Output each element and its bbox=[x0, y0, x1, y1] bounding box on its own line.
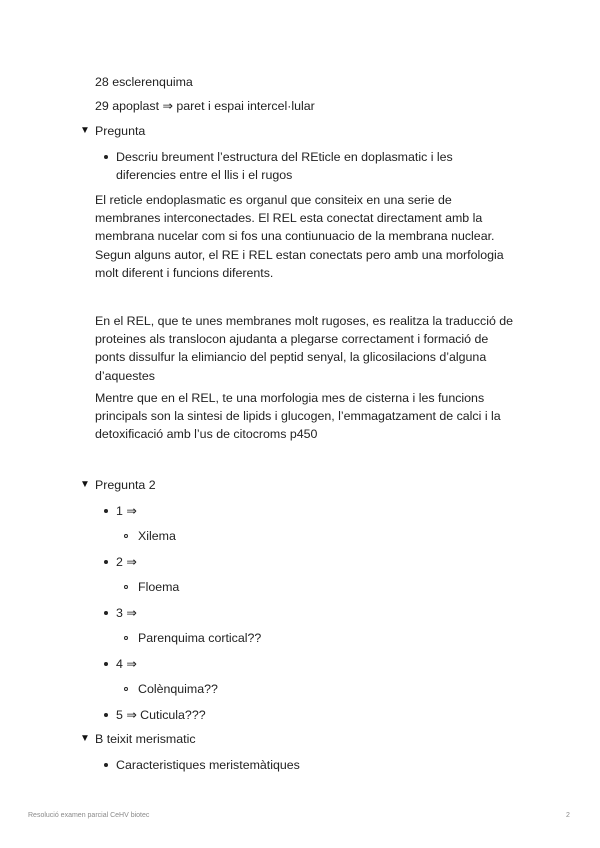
list-item: Caracteristiques meristemàtiques bbox=[116, 758, 300, 772]
bullet-icon bbox=[104, 763, 108, 767]
answer-paragraph-3 bbox=[95, 389, 501, 444]
sub-bullet-icon bbox=[124, 687, 128, 691]
bullet-icon bbox=[104, 713, 108, 717]
paragraph-line: membrana nucelar com si fos una contiunuacio de la membrana nuclear. bbox=[95, 229, 495, 244]
sub-bullet-icon bbox=[124, 534, 128, 538]
note-line-28: 28 esclerenquima bbox=[95, 75, 193, 89]
bullet-icon bbox=[104, 155, 108, 159]
paragraph-line: d’aquestes bbox=[95, 368, 155, 383]
sub-bullet-icon bbox=[124, 636, 128, 640]
paragraph-line: Segun alguns autor, el RE i REL estan conectats pero amb una morfologia bbox=[95, 247, 504, 262]
toggle-title: B teixit merismatic bbox=[95, 732, 196, 746]
list-item: 4 ⇒ bbox=[116, 657, 137, 671]
bullet-icon bbox=[104, 662, 108, 666]
toggle-arrow-icon[interactable]: ▼ bbox=[80, 125, 90, 136]
bullet-icon bbox=[104, 560, 108, 564]
paragraph-line: El reticle endoplasmatic es organul que consiteix en una serie de bbox=[95, 193, 452, 207]
list-item: 1 ⇒ bbox=[116, 504, 137, 518]
paragraph-line: principals son la sintesi de lipids i glucogen, l’emmagatzament de calci i la bbox=[95, 409, 501, 424]
page-number: 2 bbox=[566, 812, 570, 819]
bullet-icon bbox=[104, 611, 108, 615]
paragraph-line: En el REL, que te unes membranes molt rugoses, es realitza la traducció de bbox=[95, 314, 514, 328]
sub-bullet-icon bbox=[124, 585, 128, 589]
question-line-1: Descriu breument l’estructura del REticle en doplasmatic i les bbox=[116, 150, 453, 164]
sub-list-item: Xilema bbox=[138, 529, 176, 543]
paragraph-line: Mentre que en el REL, te una morfologia mes de cisterna i les funcions bbox=[95, 391, 485, 405]
list-item: 5 ⇒ Cuticula??? bbox=[116, 708, 206, 722]
toggle-arrow-icon[interactable]: ▼ bbox=[80, 479, 90, 490]
paragraph-line: molt diferent i funcions diferents. bbox=[95, 265, 274, 280]
bullet-icon bbox=[104, 509, 108, 513]
sub-list-item: Colènquima?? bbox=[138, 682, 218, 696]
paragraph-line: membranes interconectades. El REL esta conectat directament amb la bbox=[95, 211, 483, 226]
toggle-arrow-icon[interactable]: ▼ bbox=[80, 733, 90, 744]
question-line-2: diferencies entre el llis i el rugos bbox=[116, 168, 293, 182]
sub-list-item: Floema bbox=[138, 580, 180, 594]
answer-paragraph-1 bbox=[95, 191, 504, 282]
list-item: 2 ⇒ bbox=[116, 555, 137, 569]
footer-document-title: Resolució examen parcial CeHV biotec bbox=[28, 812, 150, 819]
toggle-title: Pregunta 2 bbox=[95, 478, 156, 492]
paragraph-line: proteines als translocon ajudanta a plegarse correctament i formació de bbox=[95, 332, 489, 347]
paragraph-line: ponts dissulfur la elimiancio del peptid senyal, la glicosilacions d’alguna bbox=[95, 350, 487, 365]
note-line-29: 29 apoplast ⇒ paret i espai intercel·lular bbox=[95, 99, 315, 113]
list-item: 3 ⇒ bbox=[116, 606, 137, 620]
paragraph-line: detoxificació amb l’us de citocroms p450 bbox=[95, 427, 318, 442]
answer-paragraph-2 bbox=[95, 312, 513, 385]
toggle-title: Pregunta bbox=[95, 124, 146, 138]
sub-list-item: Parenquima cortical?? bbox=[138, 631, 262, 645]
